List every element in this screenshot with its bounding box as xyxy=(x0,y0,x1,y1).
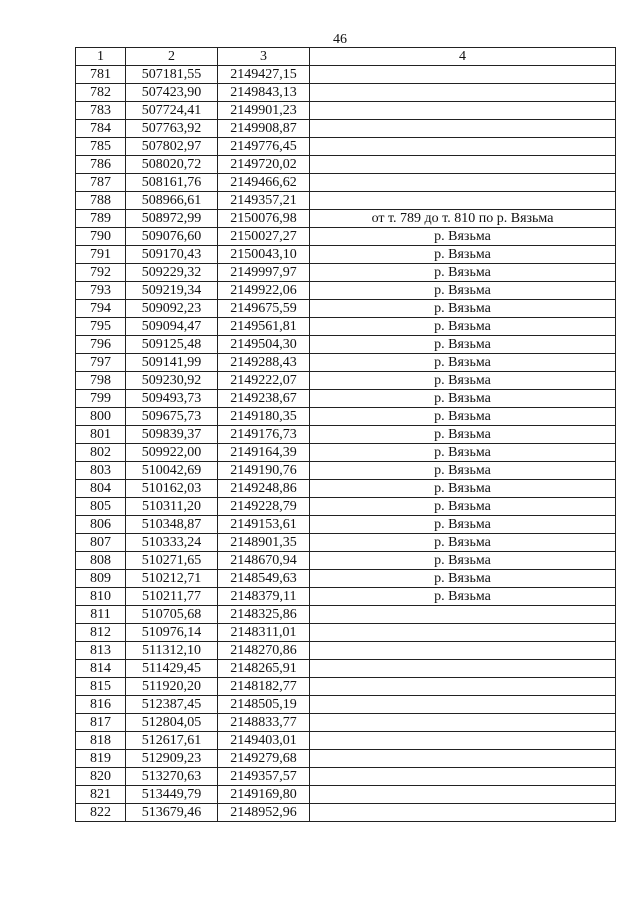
description-cell: р. Вязьма xyxy=(310,588,616,606)
table-row xyxy=(76,660,616,678)
point-number-cell: 792 xyxy=(76,264,126,282)
column-header-point: 1 xyxy=(76,48,126,66)
point-number-cell: 796 xyxy=(76,336,126,354)
description-cell: р. Вязьма xyxy=(310,354,616,372)
point-number-cell: 806 xyxy=(76,516,126,534)
y-coordinate-cell: 2149427,15 xyxy=(218,66,310,84)
x-coordinate-cell: 510333,24 xyxy=(126,534,218,552)
point-number-cell: 801 xyxy=(76,426,126,444)
description-cell: р. Вязьма xyxy=(310,300,616,318)
point-number-cell: 785 xyxy=(76,138,126,156)
description-cell xyxy=(310,156,616,174)
y-coordinate-cell: 2148270,86 xyxy=(218,642,310,660)
x-coordinate-cell: 509076,60 xyxy=(126,228,218,246)
description-cell xyxy=(310,138,616,156)
y-coordinate-cell: 2150043,10 xyxy=(218,246,310,264)
x-coordinate-cell: 513679,46 xyxy=(126,804,218,822)
description-cell xyxy=(310,696,616,714)
coordinates-table xyxy=(75,47,616,822)
y-coordinate-cell: 2149675,59 xyxy=(218,300,310,318)
table-row xyxy=(76,300,616,318)
description-cell: р. Вязьма xyxy=(310,264,616,282)
y-coordinate-cell: 2150076,98 xyxy=(218,210,310,228)
description-cell xyxy=(310,660,616,678)
table-row xyxy=(76,318,616,336)
point-number-cell: 820 xyxy=(76,768,126,786)
description-cell: р. Вязьма xyxy=(310,390,616,408)
y-coordinate-cell: 2148379,11 xyxy=(218,588,310,606)
page-number: 46 xyxy=(333,32,347,47)
column-header-y: 3 xyxy=(218,48,310,66)
y-coordinate-cell: 2148833,77 xyxy=(218,714,310,732)
table-row xyxy=(76,264,616,282)
x-coordinate-cell: 507724,41 xyxy=(126,102,218,120)
x-coordinate-cell: 507763,92 xyxy=(126,120,218,138)
table-row xyxy=(76,804,616,822)
y-coordinate-cell: 2149190,76 xyxy=(218,462,310,480)
table-header-row xyxy=(76,48,616,66)
table-row xyxy=(76,120,616,138)
table-row xyxy=(76,228,616,246)
description-cell: р. Вязьма xyxy=(310,408,616,426)
x-coordinate-cell: 509493,73 xyxy=(126,390,218,408)
point-number-cell: 781 xyxy=(76,66,126,84)
table-row xyxy=(76,426,616,444)
y-coordinate-cell: 2149357,57 xyxy=(218,768,310,786)
y-coordinate-cell: 2149279,68 xyxy=(218,750,310,768)
description-cell: р. Вязьма xyxy=(310,498,616,516)
point-number-cell: 813 xyxy=(76,642,126,660)
point-number-cell: 789 xyxy=(76,210,126,228)
y-coordinate-cell: 2148311,01 xyxy=(218,624,310,642)
table-row xyxy=(76,462,616,480)
table-row xyxy=(76,246,616,264)
description-cell xyxy=(310,624,616,642)
point-number-cell: 799 xyxy=(76,390,126,408)
y-coordinate-cell: 2149843,13 xyxy=(218,84,310,102)
point-number-cell: 793 xyxy=(76,282,126,300)
description-cell xyxy=(310,750,616,768)
point-number-cell: 817 xyxy=(76,714,126,732)
point-number-cell: 790 xyxy=(76,228,126,246)
point-number-cell: 812 xyxy=(76,624,126,642)
table-row xyxy=(76,714,616,732)
description-cell xyxy=(310,192,616,210)
x-coordinate-cell: 507181,55 xyxy=(126,66,218,84)
table-row xyxy=(76,192,616,210)
description-cell: р. Вязьма xyxy=(310,426,616,444)
point-number-cell: 795 xyxy=(76,318,126,336)
x-coordinate-cell: 507423,90 xyxy=(126,84,218,102)
x-coordinate-cell: 510348,87 xyxy=(126,516,218,534)
table-row xyxy=(76,786,616,804)
table-row xyxy=(76,750,616,768)
x-coordinate-cell: 511312,10 xyxy=(126,642,218,660)
point-number-cell: 811 xyxy=(76,606,126,624)
y-coordinate-cell: 2148265,91 xyxy=(218,660,310,678)
point-number-cell: 819 xyxy=(76,750,126,768)
x-coordinate-cell: 510271,65 xyxy=(126,552,218,570)
point-number-cell: 808 xyxy=(76,552,126,570)
description-cell xyxy=(310,804,616,822)
x-coordinate-cell: 510976,14 xyxy=(126,624,218,642)
table-row xyxy=(76,354,616,372)
y-coordinate-cell: 2149776,45 xyxy=(218,138,310,156)
point-number-cell: 788 xyxy=(76,192,126,210)
table-row xyxy=(76,696,616,714)
y-coordinate-cell: 2149357,21 xyxy=(218,192,310,210)
description-cell xyxy=(310,768,616,786)
x-coordinate-cell: 510042,69 xyxy=(126,462,218,480)
point-number-cell: 797 xyxy=(76,354,126,372)
description-cell xyxy=(310,786,616,804)
description-cell: р. Вязьма xyxy=(310,228,616,246)
x-coordinate-cell: 509125,48 xyxy=(126,336,218,354)
point-number-cell: 804 xyxy=(76,480,126,498)
table-row xyxy=(76,642,616,660)
description-cell xyxy=(310,642,616,660)
y-coordinate-cell: 2149504,30 xyxy=(218,336,310,354)
x-coordinate-cell: 510212,71 xyxy=(126,570,218,588)
y-coordinate-cell: 2149176,73 xyxy=(218,426,310,444)
point-number-cell: 807 xyxy=(76,534,126,552)
table-row xyxy=(76,480,616,498)
x-coordinate-cell: 511920,20 xyxy=(126,678,218,696)
x-coordinate-cell: 509839,37 xyxy=(126,426,218,444)
point-number-cell: 791 xyxy=(76,246,126,264)
table-row xyxy=(76,102,616,120)
x-coordinate-cell: 509219,34 xyxy=(126,282,218,300)
x-coordinate-cell: 509141,99 xyxy=(126,354,218,372)
table-row xyxy=(76,138,616,156)
x-coordinate-cell: 508020,72 xyxy=(126,156,218,174)
table-row xyxy=(76,174,616,192)
x-coordinate-cell: 507802,97 xyxy=(126,138,218,156)
x-coordinate-cell: 511429,45 xyxy=(126,660,218,678)
point-number-cell: 802 xyxy=(76,444,126,462)
point-number-cell: 783 xyxy=(76,102,126,120)
point-number-cell: 805 xyxy=(76,498,126,516)
column-header-description: 4 xyxy=(310,48,616,66)
y-coordinate-cell: 2148505,19 xyxy=(218,696,310,714)
point-number-cell: 816 xyxy=(76,696,126,714)
description-cell xyxy=(310,714,616,732)
table-row xyxy=(76,498,616,516)
description-cell: р. Вязьма xyxy=(310,282,616,300)
x-coordinate-cell: 509170,43 xyxy=(126,246,218,264)
table-row xyxy=(76,84,616,102)
column-header-x: 2 xyxy=(126,48,218,66)
description-cell xyxy=(310,678,616,696)
table-row xyxy=(76,606,616,624)
y-coordinate-cell: 2148670,94 xyxy=(218,552,310,570)
point-number-cell: 818 xyxy=(76,732,126,750)
point-number-cell: 782 xyxy=(76,84,126,102)
x-coordinate-cell: 508966,61 xyxy=(126,192,218,210)
y-coordinate-cell: 2150027,27 xyxy=(218,228,310,246)
x-coordinate-cell: 509092,23 xyxy=(126,300,218,318)
y-coordinate-cell: 2149922,06 xyxy=(218,282,310,300)
y-coordinate-cell: 2149466,62 xyxy=(218,174,310,192)
table-row xyxy=(76,390,616,408)
x-coordinate-cell: 509922,00 xyxy=(126,444,218,462)
y-coordinate-cell: 2149997,97 xyxy=(218,264,310,282)
table-row xyxy=(76,624,616,642)
y-coordinate-cell: 2149228,79 xyxy=(218,498,310,516)
y-coordinate-cell: 2149222,07 xyxy=(218,372,310,390)
description-cell: р. Вязьма xyxy=(310,318,616,336)
y-coordinate-cell: 2149288,43 xyxy=(218,354,310,372)
y-coordinate-cell: 2149153,61 xyxy=(218,516,310,534)
y-coordinate-cell: 2148549,63 xyxy=(218,570,310,588)
description-cell: р. Вязьма xyxy=(310,462,616,480)
x-coordinate-cell: 508972,99 xyxy=(126,210,218,228)
table-row xyxy=(76,156,616,174)
y-coordinate-cell: 2149248,86 xyxy=(218,480,310,498)
point-number-cell: 800 xyxy=(76,408,126,426)
description-cell xyxy=(310,606,616,624)
description-cell: от т. 789 до т. 810 по р. Вязьма xyxy=(310,210,616,228)
y-coordinate-cell: 2149238,67 xyxy=(218,390,310,408)
table-row xyxy=(76,282,616,300)
x-coordinate-cell: 512387,45 xyxy=(126,696,218,714)
x-coordinate-cell: 512617,61 xyxy=(126,732,218,750)
point-number-cell: 815 xyxy=(76,678,126,696)
description-cell: р. Вязьма xyxy=(310,552,616,570)
x-coordinate-cell: 509094,47 xyxy=(126,318,218,336)
description-cell: р. Вязьма xyxy=(310,372,616,390)
x-coordinate-cell: 512909,23 xyxy=(126,750,218,768)
description-cell: р. Вязьма xyxy=(310,570,616,588)
table-body xyxy=(76,66,616,822)
table-row xyxy=(76,732,616,750)
table-row xyxy=(76,336,616,354)
description-cell xyxy=(310,174,616,192)
x-coordinate-cell: 513270,63 xyxy=(126,768,218,786)
y-coordinate-cell: 2149180,35 xyxy=(218,408,310,426)
table-row xyxy=(76,768,616,786)
x-coordinate-cell: 510162,03 xyxy=(126,480,218,498)
y-coordinate-cell: 2149169,80 xyxy=(218,786,310,804)
x-coordinate-cell: 512804,05 xyxy=(126,714,218,732)
description-cell xyxy=(310,732,616,750)
description-cell: р. Вязьма xyxy=(310,516,616,534)
table-row xyxy=(76,66,616,84)
x-coordinate-cell: 510211,77 xyxy=(126,588,218,606)
point-number-cell: 821 xyxy=(76,786,126,804)
point-number-cell: 822 xyxy=(76,804,126,822)
description-cell: р. Вязьма xyxy=(310,444,616,462)
table-row xyxy=(76,408,616,426)
y-coordinate-cell: 2149164,39 xyxy=(218,444,310,462)
x-coordinate-cell: 509675,73 xyxy=(126,408,218,426)
y-coordinate-cell: 2148182,77 xyxy=(218,678,310,696)
x-coordinate-cell: 513449,79 xyxy=(126,786,218,804)
y-coordinate-cell: 2148901,35 xyxy=(218,534,310,552)
point-number-cell: 794 xyxy=(76,300,126,318)
table-row xyxy=(76,372,616,390)
y-coordinate-cell: 2149561,81 xyxy=(218,318,310,336)
description-cell: р. Вязьма xyxy=(310,480,616,498)
point-number-cell: 810 xyxy=(76,588,126,606)
x-coordinate-cell: 509230,92 xyxy=(126,372,218,390)
point-number-cell: 786 xyxy=(76,156,126,174)
description-cell xyxy=(310,84,616,102)
y-coordinate-cell: 2148952,96 xyxy=(218,804,310,822)
x-coordinate-cell: 509229,32 xyxy=(126,264,218,282)
table-row xyxy=(76,516,616,534)
table-row xyxy=(76,444,616,462)
description-cell: р. Вязьма xyxy=(310,336,616,354)
table-row xyxy=(76,588,616,606)
y-coordinate-cell: 2149901,23 xyxy=(218,102,310,120)
point-number-cell: 784 xyxy=(76,120,126,138)
y-coordinate-cell: 2149720,02 xyxy=(218,156,310,174)
x-coordinate-cell: 510311,20 xyxy=(126,498,218,516)
table-row xyxy=(76,552,616,570)
description-cell xyxy=(310,120,616,138)
point-number-cell: 787 xyxy=(76,174,126,192)
point-number-cell: 814 xyxy=(76,660,126,678)
x-coordinate-cell: 508161,76 xyxy=(126,174,218,192)
table-row xyxy=(76,210,616,228)
y-coordinate-cell: 2149403,01 xyxy=(218,732,310,750)
description-cell xyxy=(310,66,616,84)
y-coordinate-cell: 2148325,86 xyxy=(218,606,310,624)
point-number-cell: 803 xyxy=(76,462,126,480)
y-coordinate-cell: 2149908,87 xyxy=(218,120,310,138)
x-coordinate-cell: 510705,68 xyxy=(126,606,218,624)
point-number-cell: 809 xyxy=(76,570,126,588)
table-row xyxy=(76,534,616,552)
description-cell: р. Вязьма xyxy=(310,534,616,552)
description-cell: р. Вязьма xyxy=(310,246,616,264)
description-cell xyxy=(310,102,616,120)
table-row xyxy=(76,570,616,588)
point-number-cell: 798 xyxy=(76,372,126,390)
table-row xyxy=(76,678,616,696)
